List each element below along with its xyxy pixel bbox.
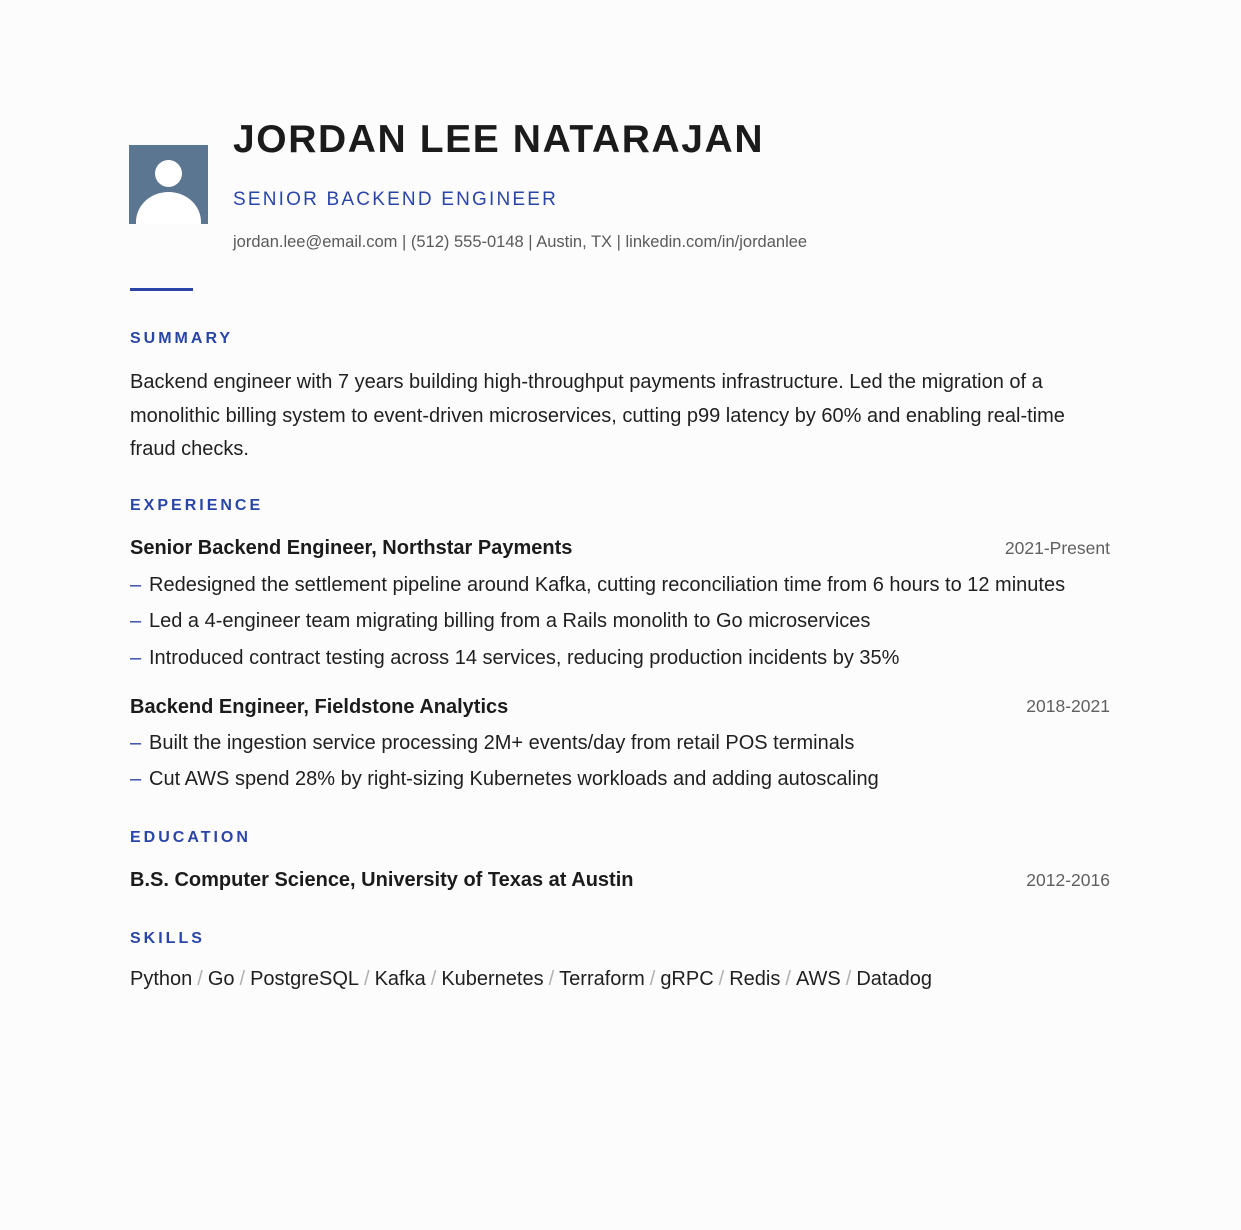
degree-title: B.S. Computer Science, University of Texas at Austin xyxy=(130,869,634,891)
skill-separator: / xyxy=(197,968,203,990)
education-dates: 2012-2016 xyxy=(1026,870,1110,890)
job-bullet xyxy=(130,768,1110,791)
candidate-role: SENIOR BACKEND ENGINEER xyxy=(233,189,559,210)
header-divider xyxy=(130,288,193,291)
dash-icon: – xyxy=(130,574,142,596)
skill-item: AWS xyxy=(795,968,841,990)
job-bullet xyxy=(130,574,1110,597)
skill-item: Redis xyxy=(729,968,781,990)
skill-separator: / xyxy=(239,968,246,990)
dash-icon: – xyxy=(130,647,142,669)
job-title: Senior Backend Engineer, Northstar Payments xyxy=(130,537,573,559)
skill-separator: / xyxy=(548,968,555,990)
skill-item: Go xyxy=(207,968,235,990)
resume-header xyxy=(130,0,1110,300)
skill-item: Kafka xyxy=(374,968,426,990)
skill-item: gRPC xyxy=(660,968,714,990)
dash-icon: – xyxy=(130,768,142,790)
education-heading: EDUCATION xyxy=(130,829,251,846)
avatar-icon xyxy=(129,145,208,224)
candidate-name: JORDAN LEE NATARAJAN xyxy=(233,118,765,161)
job-bullet xyxy=(130,610,1110,633)
summary-heading: SUMMARY xyxy=(130,330,234,347)
job-title: Backend Engineer, Fieldstone Analytics xyxy=(130,696,509,718)
avatar-head-shape xyxy=(155,160,182,187)
experience-heading: EXPERIENCE xyxy=(130,497,264,514)
skills-heading: SKILLS xyxy=(130,930,205,947)
skill-separator: / xyxy=(785,968,791,990)
skill-separator: / xyxy=(649,968,656,990)
job-bullet-text: Redesigned the settlement pipeline around Kafka, cutting reconciliation time from 6 hours to 12 minutes xyxy=(149,574,1066,596)
avatar-body-shape xyxy=(136,192,201,224)
contact-info: jordan.lee@email.com | (512) 555-0148 | Austin, TX | linkedin.com/in/jordanlee xyxy=(233,233,808,251)
dash-icon: – xyxy=(130,610,142,632)
job-bullet xyxy=(130,647,1110,670)
skill-separator: / xyxy=(430,968,437,990)
skill-item: Python xyxy=(130,968,193,990)
skill-separator: / xyxy=(718,968,725,990)
job-dates: 2021-Present xyxy=(1004,538,1110,558)
job-dates: 2018-2021 xyxy=(1026,696,1110,716)
skill-separator: / xyxy=(845,968,852,990)
skill-item: Terraform xyxy=(559,968,645,990)
skill-separator: / xyxy=(364,968,370,990)
skill-item: PostgreSQL xyxy=(250,968,360,990)
dash-icon: – xyxy=(130,732,142,754)
job-bullet-text: Led a 4-engineer team migrating billing from a Rails monolith to Go microservices xyxy=(149,610,871,632)
skill-item: Datadog xyxy=(856,968,932,990)
skill-item: Kubernetes xyxy=(441,968,544,990)
skills-list xyxy=(130,968,932,991)
job-bullet xyxy=(130,732,1110,755)
job-bullet-text: Built the ingestion service processing 2M+ events/day from retail POS terminals xyxy=(149,732,855,754)
job-bullet-text: Cut AWS spend 28% by right-sizing Kubernetes workloads and adding autoscaling xyxy=(149,768,879,790)
summary-text: Backend engineer with 7 years building high-throughput payments infrastructure. Led the migration of a monolithic billing system to event-driven microservices, cutting p99 latency by 60% and enabling real-time fraud checks. xyxy=(130,371,1065,460)
job-bullet-text: Introduced contract testing across 14 services, reducing production incidents by 35% xyxy=(149,647,900,669)
